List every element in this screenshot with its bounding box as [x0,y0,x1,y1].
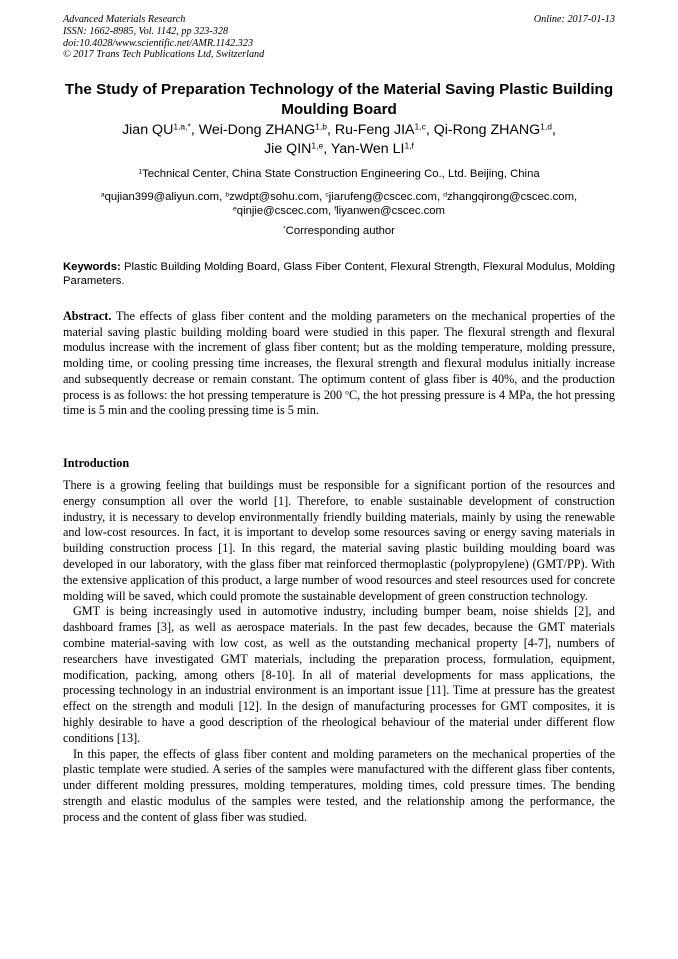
affiliation: $^1$Technical Center, China State Construction Engineering Co., Ltd. Beijing, China [138,168,540,180]
degree-mark: o [345,387,349,397]
keywords-label: Keywords: [63,261,121,273]
email: $^e$qinjie@cscec.com [233,204,328,217]
journal-name: Advanced Materials Research [63,14,186,25]
paragraph: GMT is being increasingly used in automotive industry, including bumper beam, noise shields [2], and dashboard frames [3], as well as aerospace materials. In the past few decades, because the GMT materials combine material-saving with low cost, as well as the outstanding mechanical property [4-7], numbers of researchers have investigated GMT materials, including the preparation process, formulation, equipment, modification, packing, among others [8-10]. In all of material developments for mass applications, the processing technology in an industrial environment is an important issue [11]. Time at pressure has the greatest effect on the strength and moduli [12]. In the design of manufacturing processes for GMT composites, it is highly desirable to have a good description of the rheological behaviour of the material under different flow conditions [13]. [63,604,615,745]
author-list: Jian $QU^{1,a,*}$, Wei-Dong ZHANG$^{1,b}$, Ru-Feng JIA$^{1,c}$, Qi-Rong ZHANG$^{1,d}$, Jie QIN$^{1,e}$, Yan-Wen LI$^{1,f}$ [122,121,556,158]
author: Yan-Wen LI$^{1,f}$ [330,140,414,158]
doi-line: doi:10.4028/www.scientific.net/AMR.1142.323 [63,37,254,49]
abstract-text: The effects of glass fiber content and the molding parameters on the mechanical properties of the material saving plastic building molding board were studied in this paper. The flexural strength and flexural modulus increase with the increment of glass fiber content; but as the molding temperature, molding pressure, molding time, or cooling pressing time increases, the flexural strength and flexural modulus initially increase and subsequently decrease or remain constant. The optimum content of glass fiber is 40%, and the production process is as follows: the hot pressing temperature is 200 [63,309,616,402]
email: $^f$liyanwen@cscec.com [334,204,445,217]
author: Qi-Rong ZHANG$^{1,d}$ [433,121,552,138]
online-date: Online: 2017-01-13 [533,14,615,25]
keywords-text: Plastic Building Molding Board, Glass Fiber Content, Flexural Strength, Flexural Modulus, Molding Parameters. [63,261,615,288]
journal-header [63,14,264,61]
paper-title: The Study of Preparation Technology of the Material Saving Plastic Building Moulding Board [64,81,614,118]
introduction-body [63,478,615,826]
abstract-text-end: C, the hot pressing pressure is 4 MPa, the hot pressing time is 5 min and the cooling pressing time is 5 min. [63,387,616,418]
corresponding-author-note: *Corresponding author [283,225,395,237]
author: Jie QIN$^{1,e}$ [264,140,324,158]
keywords [63,260,615,288]
paragraph: In this paper, the effects of glass fiber content and molding parameters on the mechanical properties of the plastic template were studied. A series of the samples were manufactured with the different glass fiber contents, under different molding pressures, molding temperatures, molding times, cold pressure times. The bending strength and elastic modulus of the samples were tested, and the relationship among the performance, the process and the content of glass fiber was studied. [63,746,615,824]
author: Wei-Dong ZHANG$^{1,b}$ [198,121,327,138]
email-list: $^a$qujian399@aliyun.com, $^b$zwdpt@sohu.com, $^c$jiarufeng@cscec.com, $^d$zhangqirong@cscec.com, $^e$qinjie@cscec.com, $^f$liyanwen@cscec.com [100,191,578,217]
email: $^b$zwdpt@sohu.com [225,191,320,203]
abstract-label: Abstract. [63,309,112,323]
email: $^d$zhangqirong@cscec.com [443,191,574,203]
section-heading-introduction: Introduction [63,456,130,470]
author: Ru-Feng JIA$^{1,c}$ [334,121,426,138]
paragraph: There is a growing feeling that buildings must be responsible for a significant portion of the resources and energy consumption all over the world [1]. Therefore, to enable sustainable development of construction industry, it is necessary to develop environmentally friendly building materials, mainly by using the renewable and low-cost resources. In fact, it is important to develop some resources saving or energy saving materials in building construction process [1]. In this regard, the material saving plastic building moulding board was developed in our laboratory, with the glass fiber mat reinforced thermoplastic (polypropylene) (GMT/PP). With the extensive application of this product, a large number of wood resources and steel resources used for concrete molding will be saved, which could promote the sustainable development of green construction technology. [63,478,615,603]
email: $^a$qujian399@aliyun.com [100,191,220,203]
email: $^c$jiarufeng@cscec.com [325,191,437,203]
copyright-line: © 2017 Trans Tech Publications Ltd, Switzerland [63,49,265,61]
issn-line: ISSN: 1662-8985, Vol. 1142, pp 323-328 [63,25,229,37]
author: Jian $QU^{1,a,*}$ [122,121,191,138]
abstract [63,309,615,419]
